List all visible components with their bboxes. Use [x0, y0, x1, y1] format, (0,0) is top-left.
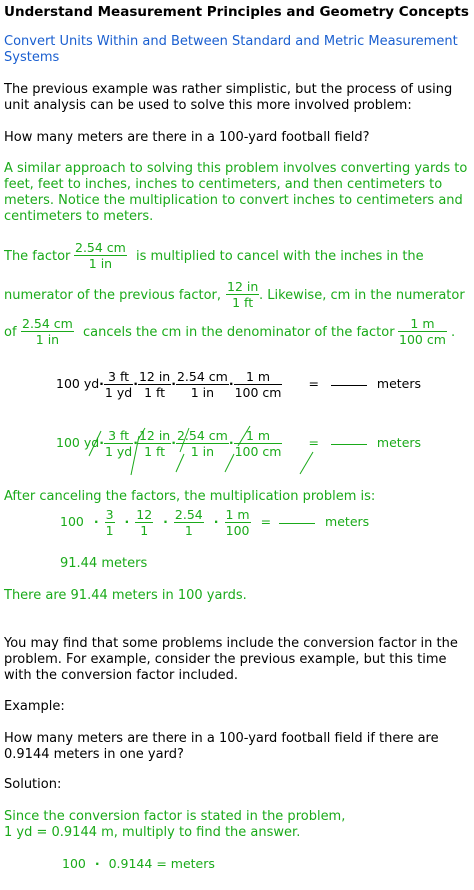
question-2-line2: 0.9144 meters in one yard? — [4, 747, 184, 762]
fraction-denominator: 1 yd — [104, 385, 133, 400]
fraction-numerator: 1 m — [234, 428, 283, 444]
fraction-denominator: 1 in — [190, 444, 215, 459]
fraction-denominator: 1 — [105, 523, 114, 538]
fraction-in-to-cm — [74, 240, 127, 271]
fraction-denominator: 100 cm — [234, 385, 282, 400]
equation-start: 100 — [56, 435, 80, 450]
factor-text-c: numerator of the previous factor, — [4, 288, 222, 303]
fraction-denominator: 1 in — [190, 385, 215, 400]
final-equation: 100 · 0.9144 = meters — [62, 856, 215, 871]
answer-blank — [331, 384, 367, 386]
question-1: How many meters are there in a 100-yard football field? — [4, 130, 370, 145]
final-eq-a: 100 — [62, 856, 86, 871]
solution-line2: 1 yd = 0.9144 m, multiply to find the answer. — [4, 825, 301, 840]
fraction-denominator: 1 ft — [232, 295, 254, 310]
factor-text-e: of — [4, 325, 17, 340]
approach-line4: centimeters to meters. — [4, 209, 154, 224]
solution-line1: Since the conversion factor is stated in the problem, — [4, 809, 346, 824]
canceled-unit-yd: yd — [83, 435, 100, 450]
fraction-numerator: 2.54 cm — [22, 316, 73, 331]
final-eq-b: 0.9144 — [108, 856, 153, 871]
intro-line2: unit analysis can be used to solve this more involved problem: — [4, 98, 412, 113]
fraction-denominator: 1 in — [35, 332, 60, 347]
factor-text-a: The factor — [4, 249, 71, 264]
approach-line3: meters. Notice the multiplication to convert inches to centimeters and — [4, 193, 463, 208]
factor-text-b: is multiplied to cancel with the inches in the — [136, 249, 424, 264]
fraction-numerator: 12 in — [138, 369, 171, 384]
conversion-equation: 100 yd· $\frac{3 ft}{1 yd}$ · $\frac{12 in}{1 ft}$ · $\frac{2.54 cm}{1 in}$ · $\frac{1 m}{100 cm}$ = meters — [56, 369, 422, 400]
note-line2: problem. For example, consider the previous example, but this time — [4, 652, 447, 667]
fraction-cm-to-m — [398, 316, 447, 347]
solution-label: Solution: — [4, 777, 62, 792]
fraction-numerator: 3 — [105, 507, 114, 522]
fraction-denominator: 1 in — [88, 256, 113, 271]
factor-text-d: . Likewise, cm in the numerator — [259, 288, 465, 303]
fraction-ft-to-in — [226, 279, 259, 310]
equals-sign: = — [156, 856, 167, 871]
unit-label: meters — [325, 514, 370, 529]
unit-label: meters — [376, 376, 422, 391]
note-line3: with the conversion factor included. — [4, 668, 238, 683]
fraction-denominator: 100 cm — [234, 444, 282, 459]
fraction-numerator: 2.54 cm — [176, 428, 228, 443]
fraction-denominator: 1 — [140, 523, 149, 538]
fraction-numerator: 1 m — [234, 369, 283, 385]
fraction-denominator: 100 cm — [399, 332, 446, 347]
factor-text-f: cancels the cm in the denominator of the factor — [83, 325, 395, 340]
conclusion-text: There are 91.44 meters in 100 yards. — [4, 588, 247, 603]
equals-sign: = — [308, 376, 319, 391]
fraction-denominator: 1 yd — [104, 444, 133, 459]
section-heading-line2: Systems — [4, 50, 60, 65]
fraction-in-to-cm-2 — [21, 316, 74, 347]
answer-blank — [279, 522, 315, 524]
intro-line1: The previous example was rather simplistic, but the process of using — [4, 82, 453, 97]
canceled-equation: 100 yd· $\frac{3 ft}{1 yd}$ · $\frac{12 in}{1 ft}$ · $\frac{2.54 cm}{1 in}$ · $\frac{1 m}{100 cm}$ = meters — [56, 428, 422, 459]
fraction-numerator: 3 ft — [104, 428, 133, 444]
equals-sign: = — [308, 435, 319, 450]
approach-line2: feet, feet to inches, inches to centimeters, and then centimeters to — [4, 177, 443, 192]
unit-label: meters — [170, 856, 215, 871]
fraction-numerator: 12 in — [138, 428, 171, 443]
note-line1: You may find that some problems include the conversion factor in the — [4, 636, 458, 651]
fraction-numerator: 1 m — [398, 316, 447, 332]
equation-start: 100 yd — [56, 376, 100, 391]
page-title: Understand Measurement Principles and Geometry Concepts — [4, 4, 469, 20]
equation-start: 100 — [60, 514, 84, 529]
after-cancel-text: After canceling the factors, the multiplication problem is: — [4, 489, 376, 504]
fraction-numerator: 1 m — [225, 507, 250, 522]
numeric-equation: 100 · $\frac{3}{1}$ · $\frac{12}{1}$ · $\frac{2.54}{1}$ · $\frac{1 m}{100}$ = meters — [60, 507, 370, 538]
fraction-denominator: 1 ft — [144, 444, 166, 459]
approach-line1: A similar approach to solving this problem involves converting yards to — [4, 161, 468, 176]
fraction-denominator: 1 — [184, 523, 193, 538]
answer-blank — [331, 443, 367, 445]
result-value: 91.44 meters — [60, 556, 148, 571]
unit-label: meters — [376, 435, 422, 450]
fraction-denominator: 1 ft — [144, 385, 166, 400]
fraction-numerator: 2.54 cm — [75, 240, 126, 255]
question-2-line1: How many meters are there in a 100-yard football field if there are — [4, 731, 439, 746]
equals-sign: = — [260, 514, 272, 529]
fraction-numerator: 2.54 cm — [176, 369, 228, 384]
fraction-denominator: 100 — [225, 523, 250, 538]
factor-text-g: . — [451, 325, 456, 340]
fraction-numerator: 3 ft — [104, 369, 133, 385]
example-label: Example: — [4, 699, 65, 714]
fraction-numerator: 2.54 — [174, 507, 203, 522]
section-heading-line1: Convert Units Within and Between Standard and Metric Measurement — [4, 34, 458, 49]
fraction-numerator: 12 — [136, 507, 153, 522]
fraction-numerator: 12 in — [227, 279, 259, 294]
